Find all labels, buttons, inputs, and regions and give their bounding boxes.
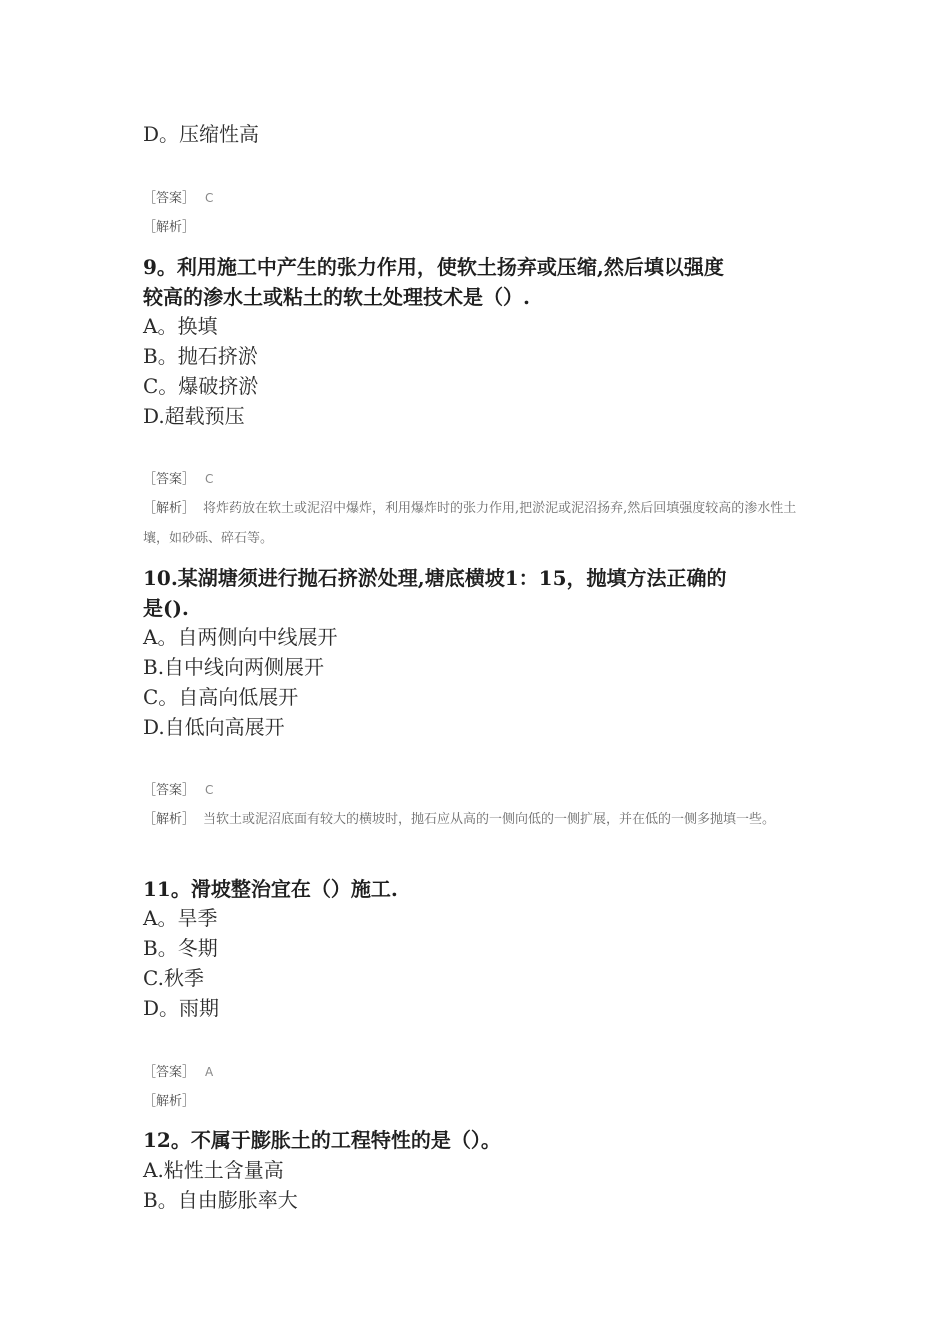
q11-analysis-label: ［解析］	[143, 1094, 196, 1109]
q8-analysis	[143, 218, 205, 238]
q8-analysis-label: ［解析］	[143, 220, 196, 235]
q9-analysis-label: ［解析］	[143, 501, 196, 516]
q11-option-b: B。冬期	[143, 936, 218, 960]
q8-answer-label: ［答案］	[143, 191, 196, 206]
q10-title-line2: 是().	[143, 596, 189, 620]
q9-analysis-text: 将炸药放在软土或泥沼中爆炸，利用爆炸时的张力作用,把淤泥或泥沼扬弃,然后回填强度较高的渗水性土壤，如砂砾、碎石等。	[143, 501, 797, 546]
q10-answer	[143, 780, 213, 801]
q8-answer-value: C	[205, 191, 214, 205]
q8-option-d: D。压缩性高	[143, 122, 260, 146]
q9-analysis	[143, 494, 811, 554]
q10-option-a: A。自两侧向中线展开	[143, 625, 338, 649]
q11-title: 11。滑坡整治宜在（）施工.	[143, 877, 398, 901]
q11-option-c: C.秋季	[143, 966, 204, 990]
q10-title-line1: 10.某湖塘须进行抛石挤淤处理,塘底横坡1：15，抛填方法正确的	[143, 566, 727, 590]
q11-answer-label: ［答案］	[143, 1065, 196, 1080]
q10-option-b: B.自中线向两侧展开	[143, 655, 325, 679]
q11-answer	[143, 1062, 213, 1083]
q9-option-a: A。换填	[143, 314, 218, 338]
q12-option-b: B。自由膨胀率大	[143, 1188, 298, 1212]
q11-option-d: D。雨期	[143, 996, 220, 1020]
q9-option-b: B。抛石挤淤	[143, 344, 258, 368]
q12-title: 12。不属于膨胀土的工程特性的是（）。	[143, 1128, 501, 1152]
q9-answer	[143, 469, 213, 490]
q9-title-line1: 9。利用施工中产生的张力作用，使软土扬弃或压缩,然后填以强度	[143, 255, 724, 279]
q10-analysis-text: 当软土或泥沼底面有较大的横坡时，抛石应从高的一侧向低的一侧扩展，并在低的一侧多抛填一些。	[203, 812, 776, 827]
q9-title-line2: 较高的渗水土或粘土的软土处理技术是（）.	[143, 285, 530, 309]
q10-analysis-label: ［解析］	[143, 812, 196, 827]
q10-answer-label: ［答案］	[143, 783, 196, 798]
q9-option-c: C。爆破挤淤	[143, 374, 259, 398]
q11-option-a: A。旱季	[143, 906, 218, 930]
q12-option-a: A.粘性土含量高	[143, 1158, 284, 1182]
q11-answer-value: A	[205, 1065, 214, 1079]
q9-option-d: D.超载预压	[143, 404, 245, 428]
q10-option-d: D.自低向高展开	[143, 715, 285, 739]
q9-answer-label: ［答案］	[143, 472, 196, 487]
q11-analysis	[143, 1092, 205, 1112]
q10-answer-value: C	[205, 783, 214, 797]
q10-analysis	[143, 805, 811, 835]
q8-answer	[143, 188, 213, 209]
q9-answer-value: C	[205, 472, 214, 486]
q10-option-c: C。自高向低展开	[143, 685, 299, 709]
